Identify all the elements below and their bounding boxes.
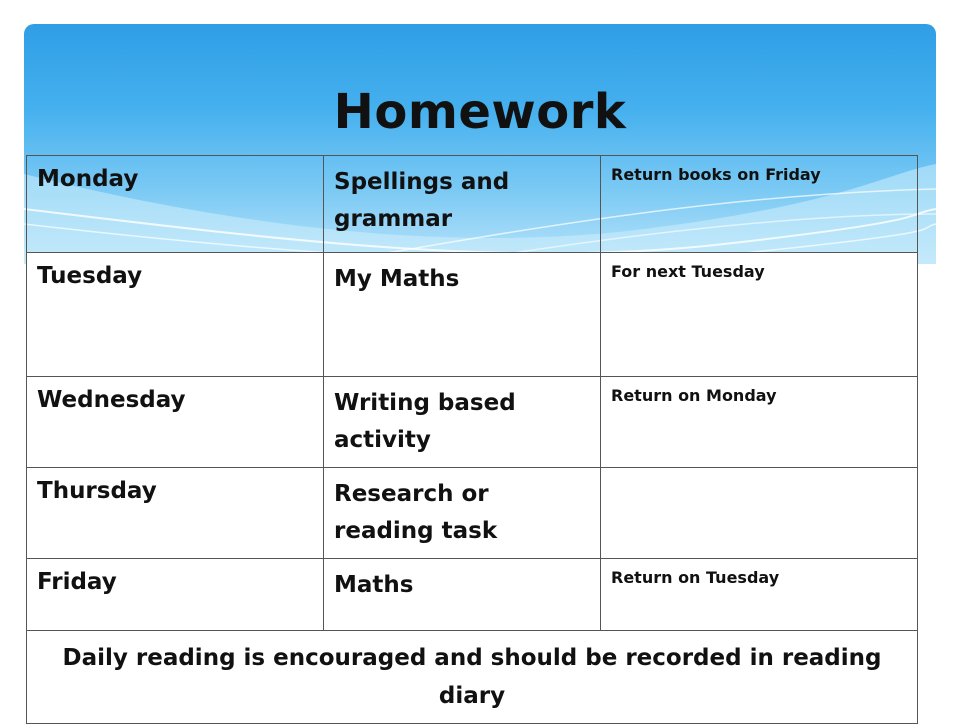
task-cell: My Maths <box>324 253 601 377</box>
table-row <box>27 559 918 631</box>
table-row <box>27 468 918 559</box>
day-cell: Thursday <box>27 468 324 559</box>
task-cell: Research or reading task <box>324 468 601 559</box>
note-cell <box>601 468 918 559</box>
note-cell: For next Tuesday <box>601 253 918 377</box>
page-title: Homework <box>333 84 627 140</box>
day-cell: Monday <box>27 156 324 253</box>
task-cell: Spellings and grammar <box>324 156 601 253</box>
note-cell: Return on Monday <box>601 377 918 468</box>
table-row <box>27 253 918 377</box>
day-cell: Wednesday <box>27 377 324 468</box>
table-row <box>27 156 918 253</box>
table-row <box>27 631 918 724</box>
task-cell: Writing based activity <box>324 377 601 468</box>
task-cell: Maths <box>324 559 601 631</box>
note-cell: Return on Tuesday <box>601 559 918 631</box>
day-cell: Tuesday <box>27 253 324 377</box>
note-cell: Return books on Friday <box>601 156 918 253</box>
homework-table <box>26 155 918 724</box>
day-cell: Friday <box>27 559 324 631</box>
footer-note: Daily reading is encouraged and should be recorded in reading diary <box>27 631 918 724</box>
table-row <box>27 377 918 468</box>
